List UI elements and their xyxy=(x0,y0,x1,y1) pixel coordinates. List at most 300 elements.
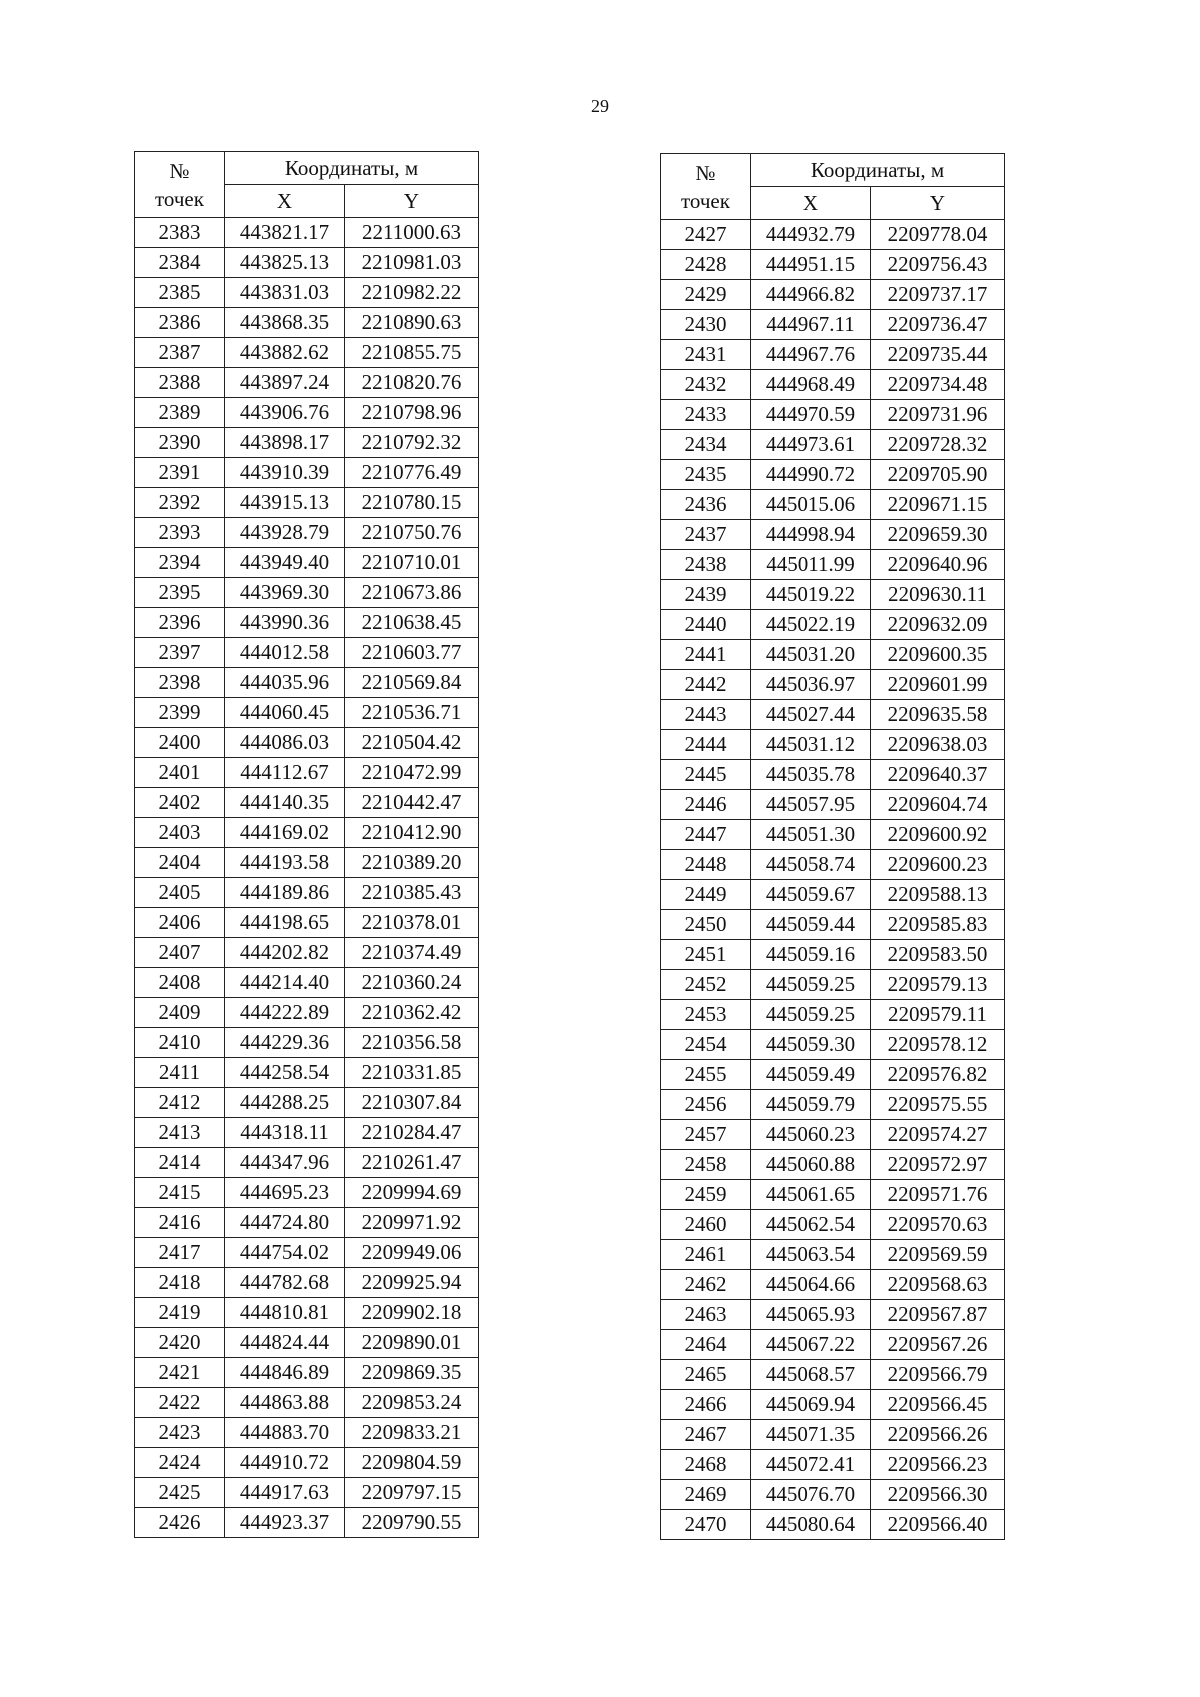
table-row xyxy=(135,638,479,668)
table-row xyxy=(661,1420,1005,1450)
x-coordinate-cell: 444198.65 xyxy=(225,908,345,938)
point-number-cell: 2385 xyxy=(135,278,225,308)
point-number-cell: 2450 xyxy=(661,910,751,940)
y-coordinate-cell: 2210356.58 xyxy=(345,1028,479,1058)
table-row xyxy=(135,428,479,458)
point-number-cell: 2420 xyxy=(135,1328,225,1358)
y-coordinate-cell: 2209567.87 xyxy=(871,1300,1005,1330)
y-coordinate-cell: 2209600.35 xyxy=(871,640,1005,670)
x-coordinate-cell: 445060.88 xyxy=(751,1150,871,1180)
x-coordinate-cell: 444229.36 xyxy=(225,1028,345,1058)
table-row xyxy=(135,668,479,698)
points-label: точек xyxy=(681,188,730,213)
y-coordinate-cell: 2210981.03 xyxy=(345,248,479,278)
table-row xyxy=(661,910,1005,940)
x-coordinate-cell: 444202.82 xyxy=(225,938,345,968)
x-coordinate-cell: 445031.12 xyxy=(751,730,871,760)
y-coordinate-cell: 2210385.43 xyxy=(345,878,479,908)
x-coordinate-cell: 444035.96 xyxy=(225,668,345,698)
y-coordinate-cell: 2209585.83 xyxy=(871,910,1005,940)
x-coordinate-cell: 444863.88 xyxy=(225,1388,345,1418)
x-coordinate-cell: 444318.11 xyxy=(225,1118,345,1148)
point-number-header xyxy=(661,154,751,220)
x-coordinate-cell: 443882.62 xyxy=(225,338,345,368)
table-row xyxy=(661,1150,1005,1180)
y-coordinate-cell: 2210307.84 xyxy=(345,1088,479,1118)
y-coordinate-cell: 2210820.76 xyxy=(345,368,479,398)
point-number-cell: 2452 xyxy=(661,970,751,1000)
point-number-cell: 2446 xyxy=(661,790,751,820)
y-coordinate-cell: 2210569.84 xyxy=(345,668,479,698)
x-coordinate-cell: 445061.65 xyxy=(751,1180,871,1210)
point-number-cell: 2455 xyxy=(661,1060,751,1090)
table-row xyxy=(135,728,479,758)
point-number-cell: 2457 xyxy=(661,1120,751,1150)
x-coordinate-cell: 445059.25 xyxy=(751,970,871,1000)
points-label: точек xyxy=(155,186,204,211)
table-row xyxy=(135,1328,479,1358)
table-row xyxy=(661,370,1005,400)
x-coordinate-cell: 445069.94 xyxy=(751,1390,871,1420)
x-coordinate-cell: 444966.82 xyxy=(751,280,871,310)
x-coordinate-cell: 445011.99 xyxy=(751,550,871,580)
x-coordinate-cell: 444288.25 xyxy=(225,1088,345,1118)
point-number-cell: 2409 xyxy=(135,998,225,1028)
point-number-cell: 2397 xyxy=(135,638,225,668)
table-row xyxy=(135,758,479,788)
table-row xyxy=(135,1298,479,1328)
point-number-cell: 2405 xyxy=(135,878,225,908)
table-row xyxy=(661,1510,1005,1540)
y-coordinate-cell: 2209756.43 xyxy=(871,250,1005,280)
page-number: 29 xyxy=(591,96,609,116)
x-coordinate-cell: 444258.54 xyxy=(225,1058,345,1088)
point-number-cell: 2402 xyxy=(135,788,225,818)
table-row xyxy=(661,1270,1005,1300)
x-coordinate-cell: 445058.74 xyxy=(751,850,871,880)
x-coordinate-cell: 444724.80 xyxy=(225,1208,345,1238)
point-number-cell: 2440 xyxy=(661,610,751,640)
y-coordinate-cell: 2209566.79 xyxy=(871,1360,1005,1390)
x-coordinate-cell: 445019.22 xyxy=(751,580,871,610)
x-coordinate-cell: 444970.59 xyxy=(751,400,871,430)
x-coordinate-cell: 445015.06 xyxy=(751,490,871,520)
y-coordinate-cell: 2210750.76 xyxy=(345,518,479,548)
y-coordinate-cell: 2209971.92 xyxy=(345,1208,479,1238)
x-coordinate-cell: 443821.17 xyxy=(225,218,345,248)
point-number-cell: 2422 xyxy=(135,1388,225,1418)
table-row xyxy=(661,1000,1005,1030)
y-coordinate-cell: 2210389.20 xyxy=(345,848,479,878)
x-coordinate-cell: 444347.96 xyxy=(225,1148,345,1178)
y-coordinate-cell: 2210374.49 xyxy=(345,938,479,968)
table-row xyxy=(135,278,479,308)
table-row xyxy=(135,1238,479,1268)
x-coordinate-cell: 445031.20 xyxy=(751,640,871,670)
y-coordinate-cell: 2209925.94 xyxy=(345,1268,479,1298)
x-coordinate-cell: 443990.36 xyxy=(225,608,345,638)
y-coordinate-cell: 2209600.23 xyxy=(871,850,1005,880)
point-number-cell: 2448 xyxy=(661,850,751,880)
table-row xyxy=(661,1390,1005,1420)
y-coordinate-cell: 2209736.47 xyxy=(871,310,1005,340)
table-row xyxy=(661,1090,1005,1120)
coordinates-table-left xyxy=(134,151,479,1538)
point-number-cell: 2421 xyxy=(135,1358,225,1388)
x-coordinate-cell: 444917.63 xyxy=(225,1478,345,1508)
point-number-cell: 2413 xyxy=(135,1118,225,1148)
point-number-cell: 2468 xyxy=(661,1450,751,1480)
x-coordinate-cell: 445080.64 xyxy=(751,1510,871,1540)
table-row xyxy=(135,1388,479,1418)
y-coordinate-cell: 2210284.47 xyxy=(345,1118,479,1148)
y-coordinate-cell: 2210792.32 xyxy=(345,428,479,458)
table-row xyxy=(135,1208,479,1238)
table-row xyxy=(661,790,1005,820)
table-row xyxy=(661,280,1005,310)
y-coordinate-cell: 2210855.75 xyxy=(345,338,479,368)
y-coordinate-cell: 2210603.77 xyxy=(345,638,479,668)
point-number-cell: 2390 xyxy=(135,428,225,458)
y-coordinate-cell: 2210798.96 xyxy=(345,398,479,428)
y-coordinate-cell: 2209601.99 xyxy=(871,670,1005,700)
table-row xyxy=(135,338,479,368)
y-coordinate-cell: 2209579.13 xyxy=(871,970,1005,1000)
y-coordinate-cell: 2210536.71 xyxy=(345,698,479,728)
point-number-cell: 2432 xyxy=(661,370,751,400)
y-coordinate-cell: 2209630.11 xyxy=(871,580,1005,610)
table-row xyxy=(661,430,1005,460)
point-number-cell: 2389 xyxy=(135,398,225,428)
point-number-cell: 2387 xyxy=(135,338,225,368)
y-coordinate-cell: 2210504.42 xyxy=(345,728,479,758)
point-number-cell: 2466 xyxy=(661,1390,751,1420)
table-row xyxy=(135,308,479,338)
x-coordinate-cell: 445064.66 xyxy=(751,1270,871,1300)
table-row xyxy=(135,788,479,818)
y-column-header: Y xyxy=(345,185,479,218)
x-coordinate-cell: 445059.16 xyxy=(751,940,871,970)
y-coordinate-cell: 2210638.45 xyxy=(345,608,479,638)
table-row xyxy=(135,368,479,398)
point-number-cell: 2383 xyxy=(135,218,225,248)
x-coordinate-cell: 444968.49 xyxy=(751,370,871,400)
x-coordinate-cell: 443831.03 xyxy=(225,278,345,308)
table-row xyxy=(135,1088,479,1118)
y-coordinate-cell: 2209731.96 xyxy=(871,400,1005,430)
point-number-cell: 2470 xyxy=(661,1510,751,1540)
point-number-cell: 2386 xyxy=(135,308,225,338)
point-number-cell: 2417 xyxy=(135,1238,225,1268)
point-number-cell: 2436 xyxy=(661,490,751,520)
table-row xyxy=(661,640,1005,670)
x-coordinate-cell: 444140.35 xyxy=(225,788,345,818)
table-row xyxy=(135,698,479,728)
x-coordinate-cell: 444951.15 xyxy=(751,250,871,280)
x-coordinate-cell: 444086.03 xyxy=(225,728,345,758)
point-number-cell: 2461 xyxy=(661,1240,751,1270)
point-number-cell: 2384 xyxy=(135,248,225,278)
point-number-cell: 2434 xyxy=(661,430,751,460)
table-row xyxy=(661,250,1005,280)
table-row xyxy=(135,818,479,848)
y-coordinate-cell: 2209902.18 xyxy=(345,1298,479,1328)
table-row xyxy=(661,1480,1005,1510)
point-number-cell: 2416 xyxy=(135,1208,225,1238)
y-coordinate-cell: 2209705.90 xyxy=(871,460,1005,490)
x-coordinate-cell: 444695.23 xyxy=(225,1178,345,1208)
point-number-cell: 2415 xyxy=(135,1178,225,1208)
table-row xyxy=(661,1120,1005,1150)
x-coordinate-cell: 445022.19 xyxy=(751,610,871,640)
y-coordinate-cell: 2210378.01 xyxy=(345,908,479,938)
point-number-cell: 2467 xyxy=(661,1420,751,1450)
point-number-cell: 2462 xyxy=(661,1270,751,1300)
y-coordinate-cell: 2210472.99 xyxy=(345,758,479,788)
point-number-cell: 2460 xyxy=(661,1210,751,1240)
point-number-cell: 2400 xyxy=(135,728,225,758)
x-coordinate-cell: 444923.37 xyxy=(225,1508,345,1538)
x-coordinate-cell: 443915.13 xyxy=(225,488,345,518)
y-coordinate-cell: 2209635.58 xyxy=(871,700,1005,730)
y-coordinate-cell: 2209578.12 xyxy=(871,1030,1005,1060)
x-coordinate-cell: 444012.58 xyxy=(225,638,345,668)
point-number-cell: 2410 xyxy=(135,1028,225,1058)
coordinates-header: Координаты, м xyxy=(751,154,1005,187)
x-coordinate-cell: 445072.41 xyxy=(751,1450,871,1480)
point-number-cell: 2443 xyxy=(661,700,751,730)
x-coordinate-cell: 445068.57 xyxy=(751,1360,871,1390)
table-row xyxy=(135,1358,479,1388)
x-coordinate-cell: 443969.30 xyxy=(225,578,345,608)
table-row xyxy=(135,998,479,1028)
table-row xyxy=(661,1210,1005,1240)
point-number-cell: 2445 xyxy=(661,760,751,790)
table-row xyxy=(661,580,1005,610)
table-row xyxy=(135,968,479,998)
number-sign: № xyxy=(169,158,190,183)
point-number-cell: 2424 xyxy=(135,1448,225,1478)
y-coordinate-cell: 2209790.55 xyxy=(345,1508,479,1538)
table-row xyxy=(661,1030,1005,1060)
point-number-cell: 2447 xyxy=(661,820,751,850)
x-coordinate-cell: 445051.30 xyxy=(751,820,871,850)
y-coordinate-cell: 2209671.15 xyxy=(871,490,1005,520)
x-coordinate-cell: 443825.13 xyxy=(225,248,345,278)
x-coordinate-cell: 444214.40 xyxy=(225,968,345,998)
y-coordinate-cell: 2210261.47 xyxy=(345,1148,479,1178)
table-row xyxy=(661,880,1005,910)
x-coordinate-cell: 445065.93 xyxy=(751,1300,871,1330)
y-coordinate-cell: 2209890.01 xyxy=(345,1328,479,1358)
table-row xyxy=(661,1180,1005,1210)
x-coordinate-cell: 444910.72 xyxy=(225,1448,345,1478)
x-coordinate-cell: 443897.24 xyxy=(225,368,345,398)
x-coordinate-cell: 444824.44 xyxy=(225,1328,345,1358)
coordinates-table-right xyxy=(660,153,1005,1540)
y-coordinate-cell: 2210776.49 xyxy=(345,458,479,488)
table-row xyxy=(135,608,479,638)
point-number-cell: 2426 xyxy=(135,1508,225,1538)
table-row xyxy=(135,1418,479,1448)
x-coordinate-cell: 444782.68 xyxy=(225,1268,345,1298)
point-number-cell: 2396 xyxy=(135,608,225,638)
table-row xyxy=(661,490,1005,520)
table-row xyxy=(135,1268,479,1298)
y-coordinate-cell: 2209728.32 xyxy=(871,430,1005,460)
y-coordinate-cell: 2209853.24 xyxy=(345,1388,479,1418)
point-number-cell: 2395 xyxy=(135,578,225,608)
point-number-cell: 2469 xyxy=(661,1480,751,1510)
x-coordinate-cell: 443906.76 xyxy=(225,398,345,428)
point-number-cell: 2427 xyxy=(661,220,751,250)
table-row xyxy=(135,518,479,548)
point-number-cell: 2444 xyxy=(661,730,751,760)
y-coordinate-cell: 2209734.48 xyxy=(871,370,1005,400)
table-row xyxy=(661,820,1005,850)
point-number-cell: 2418 xyxy=(135,1268,225,1298)
y-coordinate-cell: 2210362.42 xyxy=(345,998,479,1028)
y-coordinate-cell: 2209571.76 xyxy=(871,1180,1005,1210)
x-coordinate-cell: 444998.94 xyxy=(751,520,871,550)
point-number-cell: 2431 xyxy=(661,340,751,370)
y-coordinate-cell: 2209869.35 xyxy=(345,1358,479,1388)
x-coordinate-cell: 445063.54 xyxy=(751,1240,871,1270)
table-row xyxy=(135,1478,479,1508)
table-row xyxy=(661,760,1005,790)
table-body-right xyxy=(661,220,1005,1540)
y-coordinate-cell: 2209566.40 xyxy=(871,1510,1005,1540)
y-coordinate-cell: 2209994.69 xyxy=(345,1178,479,1208)
x-coordinate-cell: 444810.81 xyxy=(225,1298,345,1328)
table-row xyxy=(661,460,1005,490)
x-coordinate-cell: 444169.02 xyxy=(225,818,345,848)
table-row xyxy=(661,1300,1005,1330)
table-row xyxy=(135,1058,479,1088)
point-number-cell: 2392 xyxy=(135,488,225,518)
point-number-cell: 2441 xyxy=(661,640,751,670)
y-coordinate-cell: 2209569.59 xyxy=(871,1240,1005,1270)
y-coordinate-cell: 2209833.21 xyxy=(345,1418,479,1448)
y-coordinate-cell: 2210710.01 xyxy=(345,548,479,578)
x-coordinate-cell: 445057.95 xyxy=(751,790,871,820)
x-coordinate-cell: 445027.44 xyxy=(751,700,871,730)
point-number-cell: 2391 xyxy=(135,458,225,488)
y-coordinate-cell: 2209566.23 xyxy=(871,1450,1005,1480)
table-row xyxy=(661,700,1005,730)
point-number-cell: 2425 xyxy=(135,1478,225,1508)
number-sign: № xyxy=(695,160,716,185)
y-coordinate-cell: 2209804.59 xyxy=(345,1448,479,1478)
table-row xyxy=(135,248,479,278)
table-row xyxy=(661,940,1005,970)
table-row xyxy=(661,670,1005,700)
point-number-cell: 2463 xyxy=(661,1300,751,1330)
y-coordinate-cell: 2210442.47 xyxy=(345,788,479,818)
table-row xyxy=(135,908,479,938)
point-number-cell: 2399 xyxy=(135,698,225,728)
x-coordinate-cell: 443898.17 xyxy=(225,428,345,458)
point-number-cell: 2456 xyxy=(661,1090,751,1120)
y-coordinate-cell: 2209588.13 xyxy=(871,880,1005,910)
y-coordinate-cell: 2210331.85 xyxy=(345,1058,479,1088)
x-coordinate-cell: 445036.97 xyxy=(751,670,871,700)
table-row xyxy=(135,1148,479,1178)
y-coordinate-cell: 2209600.92 xyxy=(871,820,1005,850)
y-coordinate-cell: 2210780.15 xyxy=(345,488,479,518)
y-coordinate-cell: 2209659.30 xyxy=(871,520,1005,550)
table-row xyxy=(661,310,1005,340)
x-coordinate-cell: 443910.39 xyxy=(225,458,345,488)
y-coordinate-cell: 2209735.44 xyxy=(871,340,1005,370)
point-number-cell: 2393 xyxy=(135,518,225,548)
point-number-cell: 2406 xyxy=(135,908,225,938)
point-number-cell: 2428 xyxy=(661,250,751,280)
point-number-cell: 2414 xyxy=(135,1148,225,1178)
table-row xyxy=(661,1240,1005,1270)
table-row xyxy=(135,1178,479,1208)
y-coordinate-cell: 2209737.17 xyxy=(871,280,1005,310)
x-coordinate-cell: 445059.49 xyxy=(751,1060,871,1090)
coordinates-header: Координаты, м xyxy=(225,152,479,185)
y-coordinate-cell: 2209576.82 xyxy=(871,1060,1005,1090)
x-coordinate-cell: 445059.79 xyxy=(751,1090,871,1120)
y-coordinate-cell: 2210360.24 xyxy=(345,968,479,998)
x-coordinate-cell: 443928.79 xyxy=(225,518,345,548)
table-body-left xyxy=(135,218,479,1538)
x-coordinate-cell: 443949.40 xyxy=(225,548,345,578)
point-number-cell: 2419 xyxy=(135,1298,225,1328)
table-row xyxy=(661,850,1005,880)
point-number-cell: 2454 xyxy=(661,1030,751,1060)
x-coordinate-cell: 445062.54 xyxy=(751,1210,871,1240)
y-coordinate-cell: 2209566.30 xyxy=(871,1480,1005,1510)
table-row xyxy=(135,1028,479,1058)
point-number-cell: 2407 xyxy=(135,938,225,968)
y-column-header: Y xyxy=(871,187,1005,220)
x-coordinate-cell: 444222.89 xyxy=(225,998,345,1028)
table-row xyxy=(661,730,1005,760)
point-number-cell: 2459 xyxy=(661,1180,751,1210)
point-number-cell: 2412 xyxy=(135,1088,225,1118)
point-number-header xyxy=(135,152,225,218)
x-column-header: X xyxy=(751,187,871,220)
y-coordinate-cell: 2210673.86 xyxy=(345,578,479,608)
y-coordinate-cell: 2210982.22 xyxy=(345,278,479,308)
x-coordinate-cell: 445067.22 xyxy=(751,1330,871,1360)
y-coordinate-cell: 2209632.09 xyxy=(871,610,1005,640)
point-number-cell: 2449 xyxy=(661,880,751,910)
point-number-cell: 2453 xyxy=(661,1000,751,1030)
y-coordinate-cell: 2209575.55 xyxy=(871,1090,1005,1120)
y-coordinate-cell: 2209604.74 xyxy=(871,790,1005,820)
point-number-cell: 2439 xyxy=(661,580,751,610)
x-coordinate-cell: 444967.76 xyxy=(751,340,871,370)
table-row xyxy=(661,400,1005,430)
point-number-cell: 2394 xyxy=(135,548,225,578)
table-row xyxy=(135,1508,479,1538)
table-row xyxy=(135,398,479,428)
x-coordinate-cell: 444112.67 xyxy=(225,758,345,788)
x-coordinate-cell: 445060.23 xyxy=(751,1120,871,1150)
table-row xyxy=(135,488,479,518)
x-coordinate-cell: 445059.67 xyxy=(751,880,871,910)
y-coordinate-cell: 2209579.11 xyxy=(871,1000,1005,1030)
y-coordinate-cell: 2209566.45 xyxy=(871,1390,1005,1420)
y-coordinate-cell: 2209949.06 xyxy=(345,1238,479,1268)
table-row xyxy=(135,1118,479,1148)
y-coordinate-cell: 2209570.63 xyxy=(871,1210,1005,1240)
